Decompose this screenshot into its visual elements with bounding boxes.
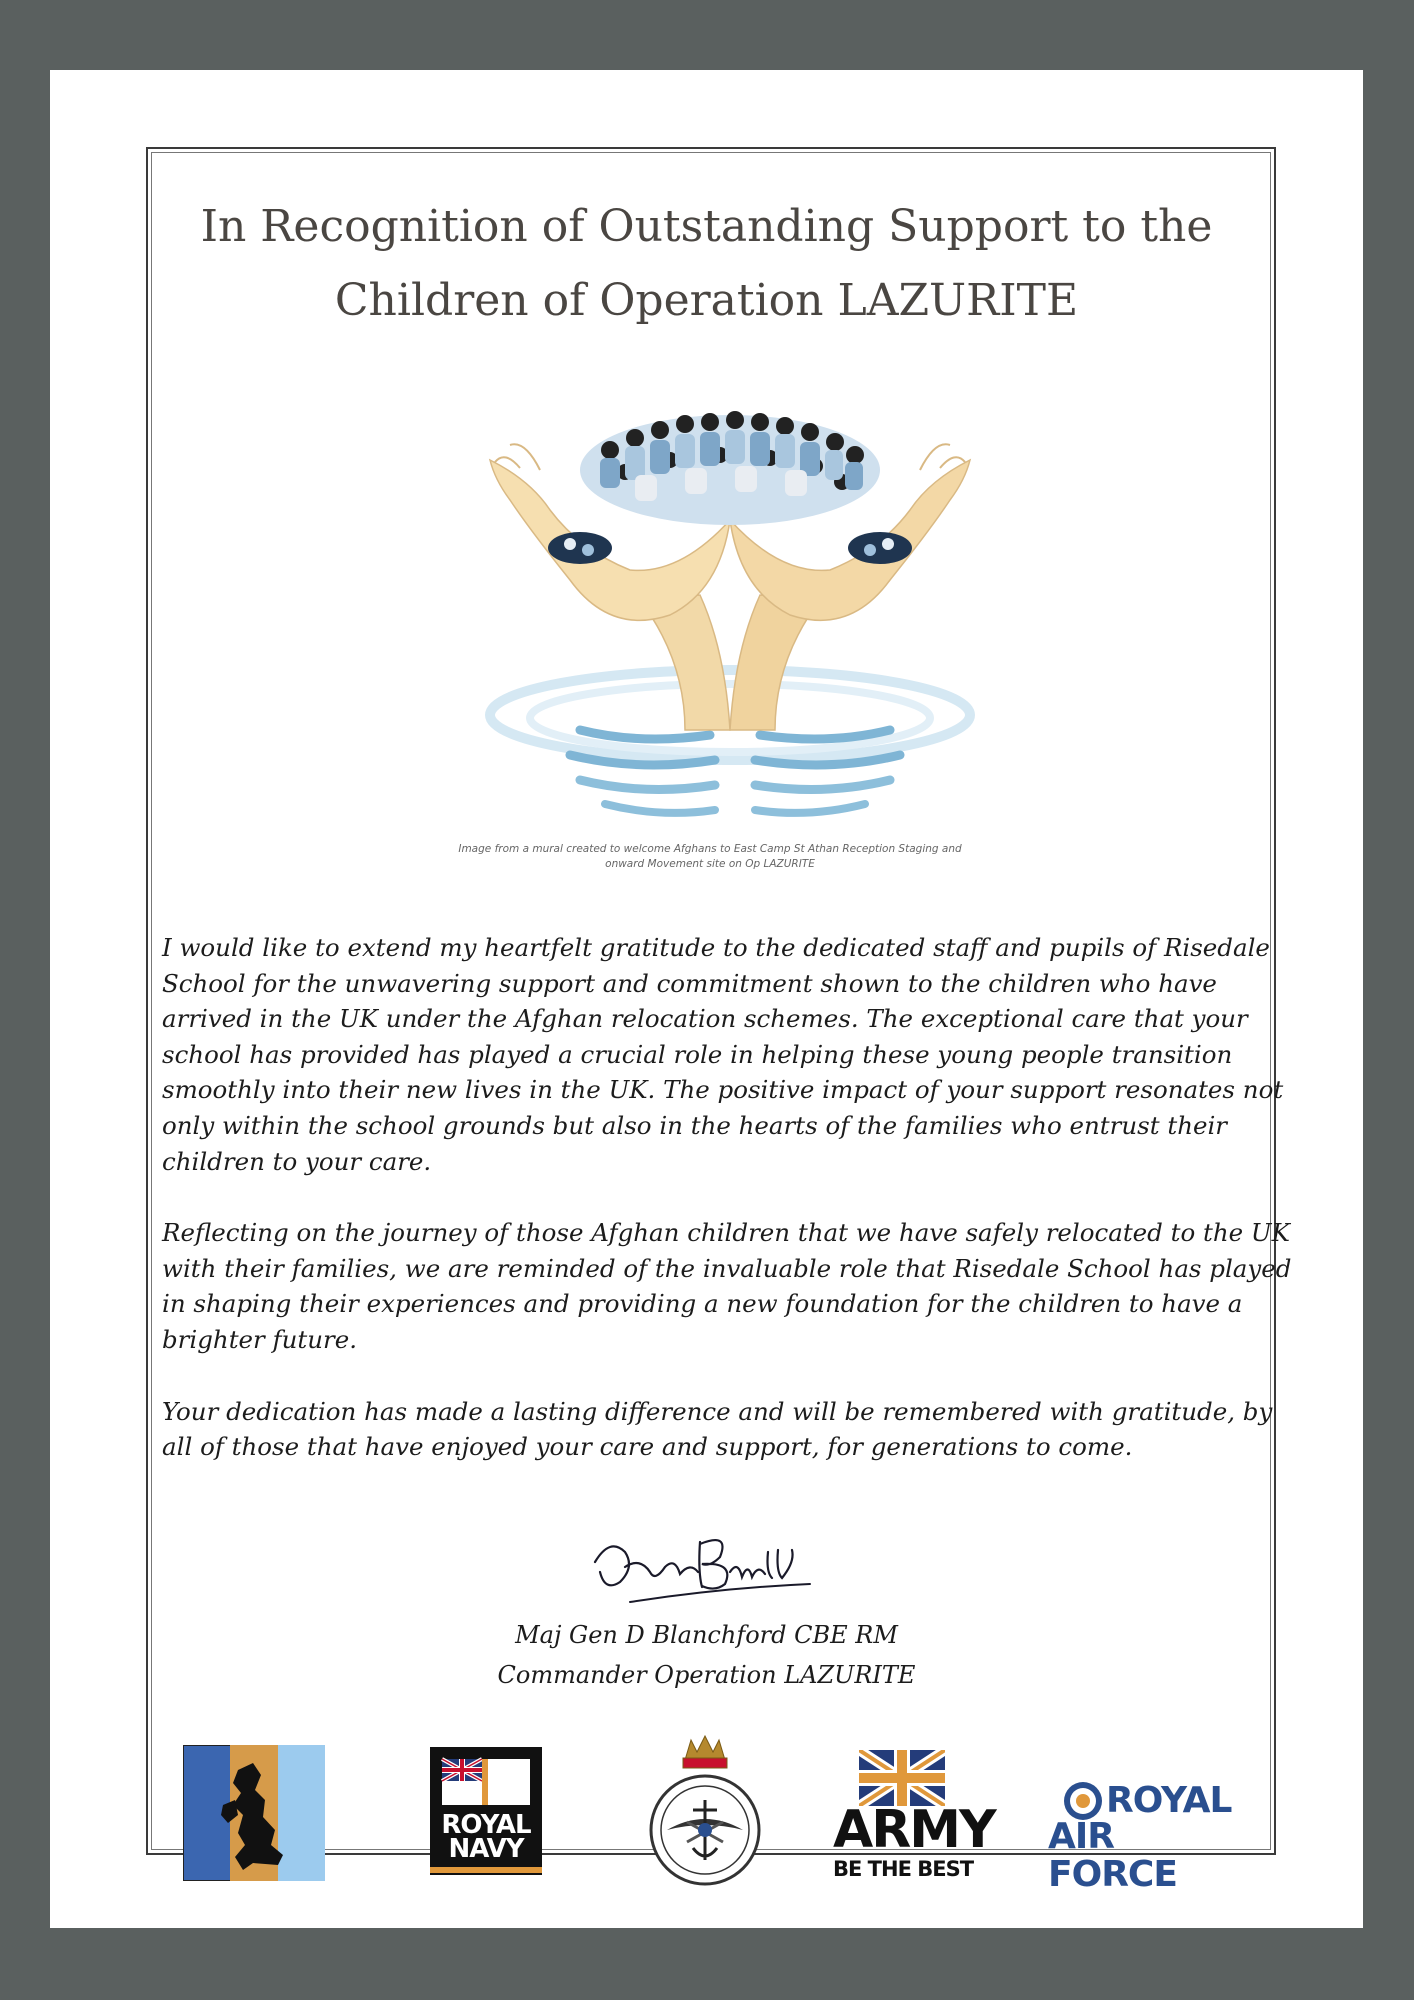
signatory-block — [50, 1615, 1363, 1695]
certificate-title — [50, 190, 1363, 338]
signatory-role: Commander Operation LAZURITE — [497, 1661, 916, 1689]
signatory-name: Maj Gen D Blanchford CBE RM — [515, 1621, 898, 1649]
tri-service-crest — [647, 1730, 763, 1890]
certificate-paper — [50, 70, 1363, 1928]
paragraph-2: Reflecting on the journey of those Afghan children that we have safely relocated to the UK with their families, we are reminded of the invaluable role that Risedale School has played in shaping their experiences and providing a new foundation for the children to have a brighter future. — [162, 1218, 1292, 1354]
certificate-body — [162, 930, 1302, 1501]
image-caption — [430, 842, 990, 872]
raf-word-air-force: AIR FORCE — [1048, 1816, 1177, 1895]
raf-word-royal: ROYAL — [1106, 1780, 1232, 1821]
royal-navy-word-1: ROYAL — [441, 1810, 531, 1840]
title-line-1: In Recognition of Outstanding Support to the — [200, 201, 1213, 252]
royal-navy-logo — [430, 1747, 542, 1875]
title-line-2: Children of Operation LAZURITE — [334, 275, 1079, 326]
royal-navy-word-2: NAVY — [448, 1834, 524, 1864]
army-logo — [833, 1750, 995, 1881]
caption-line-2: onward Movement site on Op LAZURITE — [605, 858, 815, 870]
operation-flag-logo — [183, 1745, 325, 1881]
caption-line-1: Image from a mural created to welcome Afghans to East Camp St Athan Reception Staging and — [458, 843, 962, 855]
logo-strip — [50, 1730, 1363, 1895]
army-tagline: BE THE BEST — [833, 1857, 974, 1881]
paragraph-3: Your dedication has made a lasting difference and will be remembered with gratitude, by all of those that have enjoyed your care and support, for generations to come. — [162, 1396, 1273, 1462]
paragraph-1: I would like to extend my heartfelt gratitude to the dedicated staff and pupils of Risedale School for the unwavering support and commitment shown to the children who have arrived in the UK under the Afghan relocation schemes. The exceptional care that your school has provided has played a crucial role in helping these young people transition smoothly into their new lives in the UK. The positive impact of your support resonates not only within the school grounds but also in the hearts of the families who entrust their children to your care. — [162, 933, 1284, 1176]
union-flag-icon — [859, 1750, 945, 1806]
crowd-of-people — [548, 411, 912, 564]
water-ripples — [490, 670, 970, 813]
army-word: ARMY — [833, 1800, 995, 1860]
handwritten-signature — [580, 1522, 840, 1612]
raf-logo — [1048, 1780, 1248, 1895]
mural-illustration — [470, 400, 990, 840]
